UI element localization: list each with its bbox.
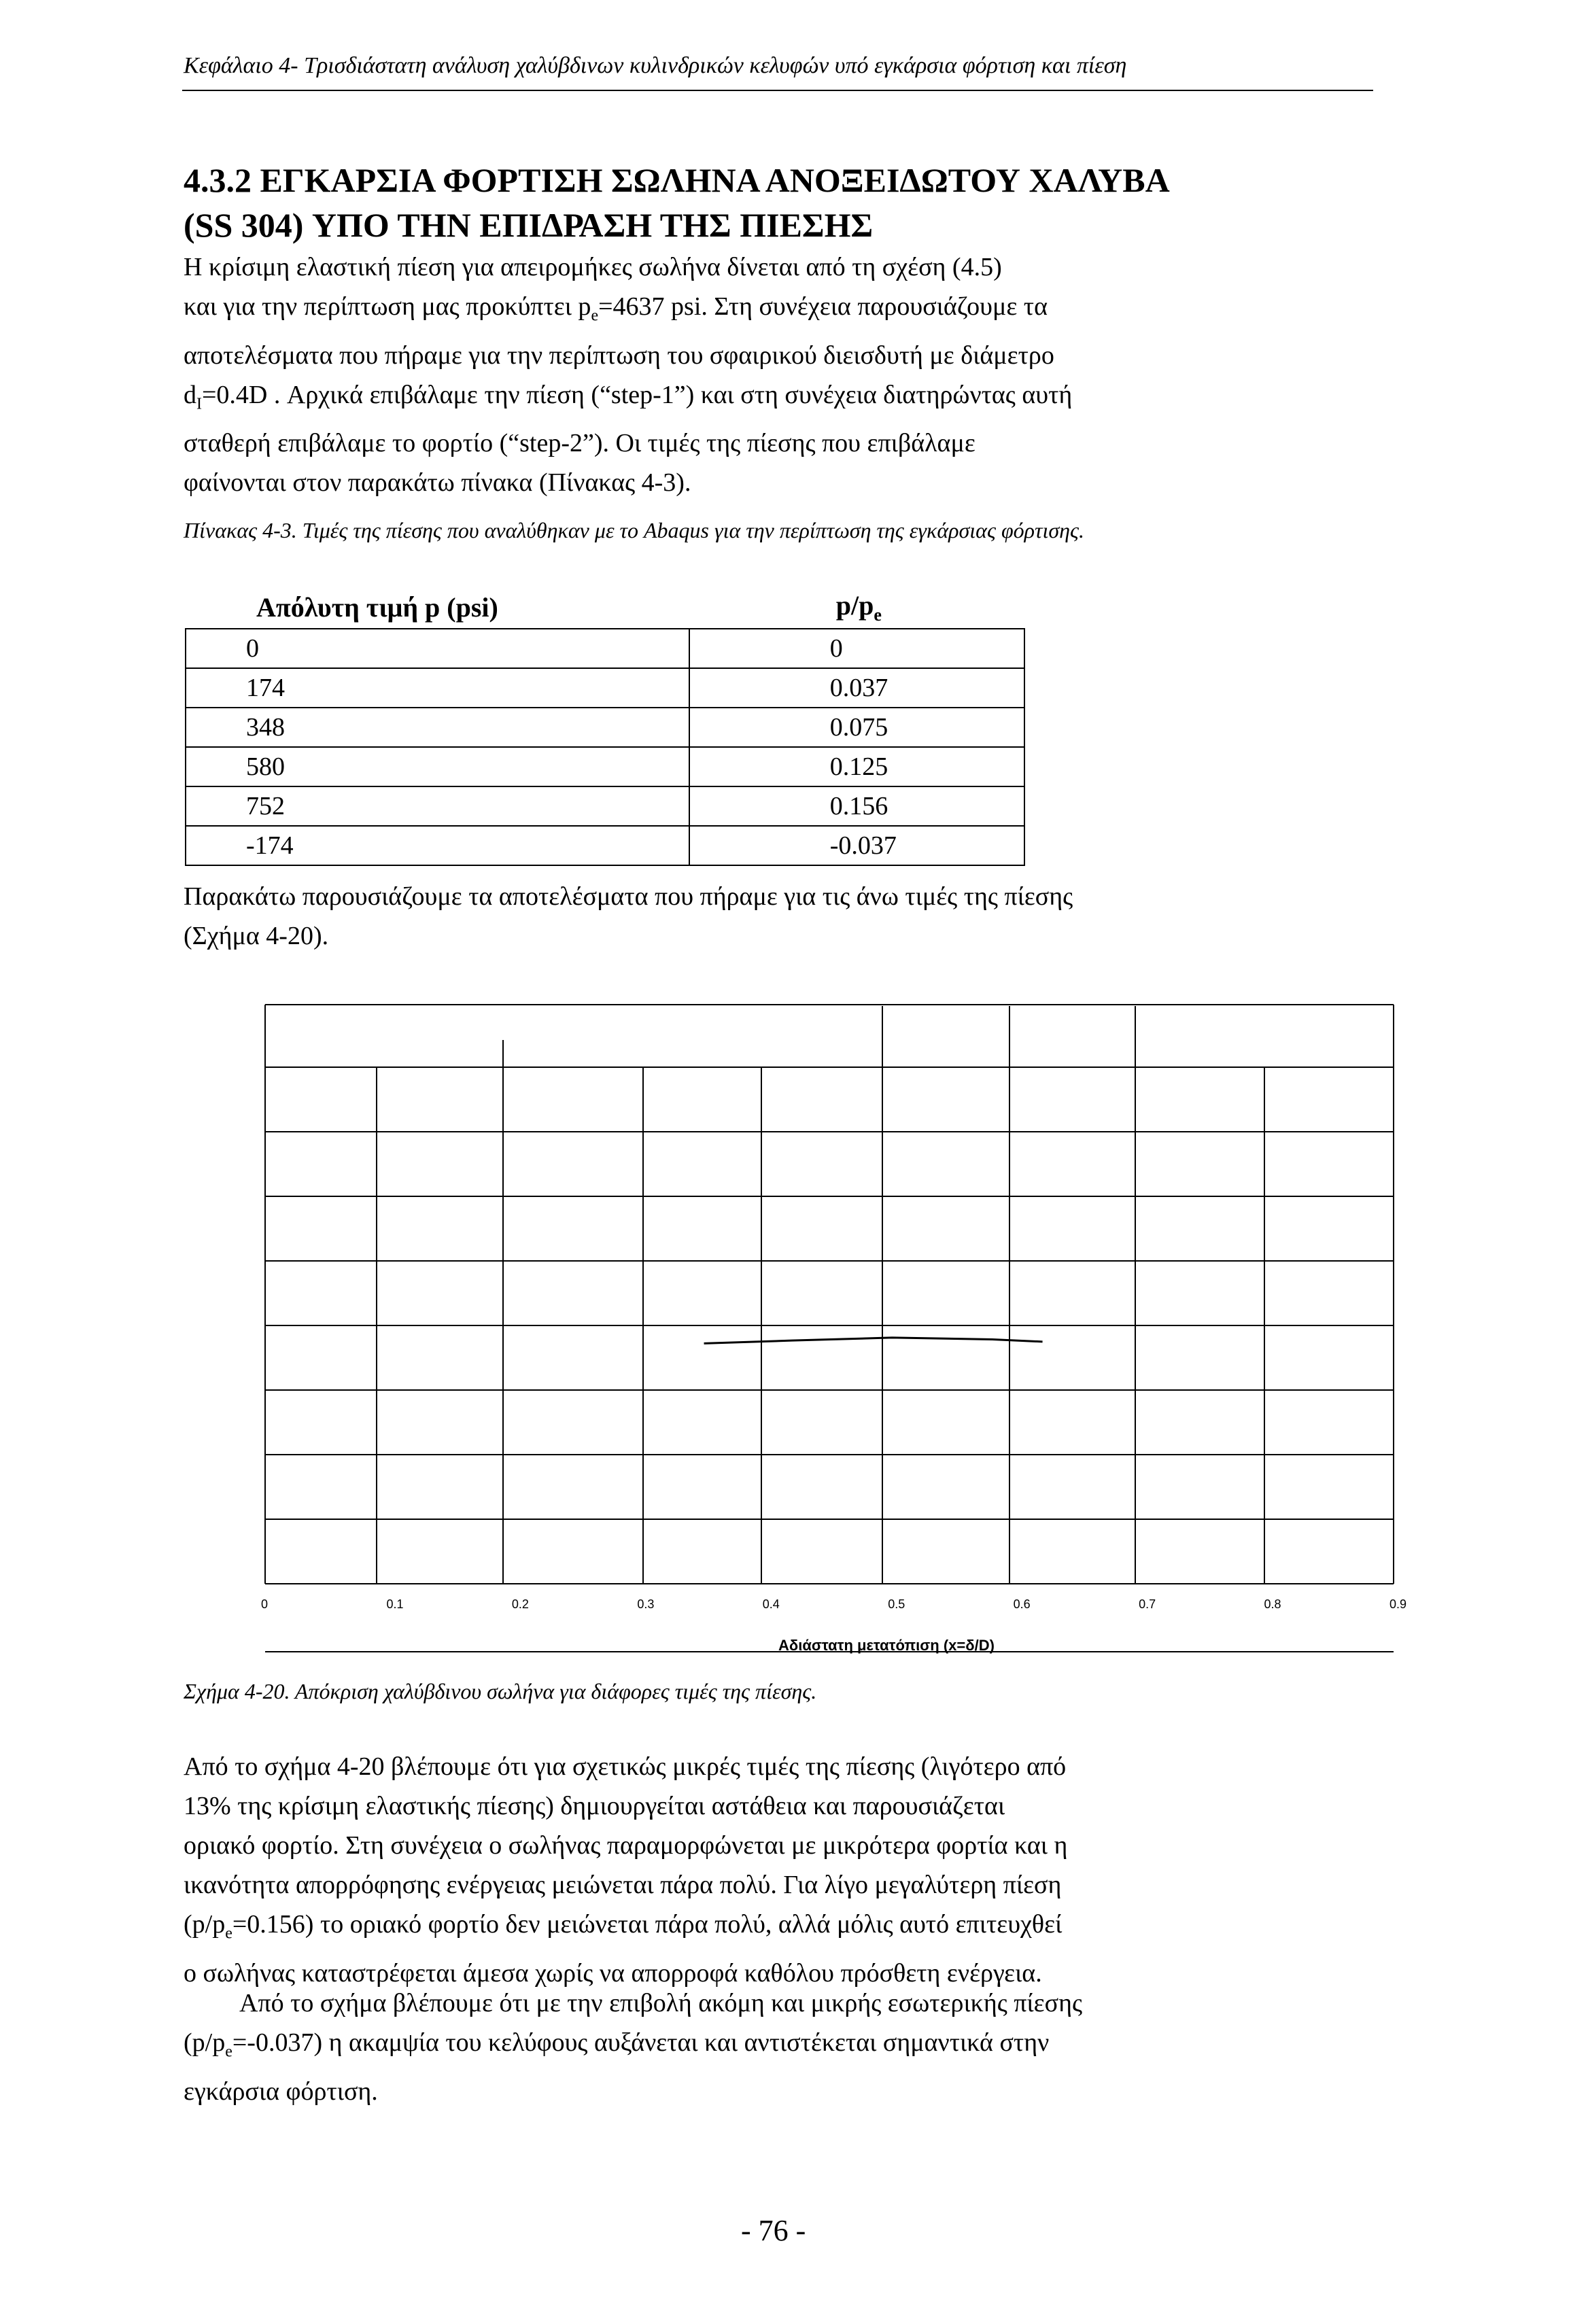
table-row xyxy=(186,826,1024,865)
table-row xyxy=(186,786,1024,826)
x-tick-label: 0.8 xyxy=(1264,1597,1281,1611)
figure-intro-paragraph xyxy=(184,877,1372,956)
cell-pressure-ratio: 0.156 xyxy=(689,786,1024,826)
x-tick-label: 0.6 xyxy=(1013,1597,1031,1611)
discussion-line-1: Από το σχήμα 4-20 βλέπουμε ότι για σχετικώς μικρές τιμές της πίεσης (λιγότερο από xyxy=(184,1752,1067,1781)
x-tick-label: 0 xyxy=(261,1597,269,1611)
discussion-line-6: ο σωλήνας καταστρέφεται άμεσα χωρίς να απορροφά καθόλου πρόσθετη ενέργεια. xyxy=(184,1958,1042,1988)
page-number: - 76 - xyxy=(741,2214,806,2247)
intro-line-2: και για την περίπτωση μας προκύπτει $p_e=4637$ psi. Στη συνέχεια παρουσιάζουμε τα xyxy=(184,292,1048,325)
intro-paragraph xyxy=(184,247,1372,502)
x-tick-label: 0.9 xyxy=(1389,1597,1407,1611)
discussion-line-2: 13% της κρίσιμη ελαστικής πίεσης) δημιουργείται αστάθεια και παρουσιάζεται xyxy=(184,1792,1005,1820)
intro-line-4: $d_I=0.4D$ . Αρχικά επιβάλαμε την πίεση (“step-1”) και στη συνέχεια διατηρώντας αυτή xyxy=(184,380,1073,413)
discussion-paragraph-1 xyxy=(184,1747,1372,1993)
cell-pressure-ratio: -0.037 xyxy=(689,826,1024,865)
figure-intro-line-1: Παρακάτω παρουσιάζουμε τα αποτελέσματα που πήραμε για τις άνω τιμές της πίεσης xyxy=(184,882,1073,911)
discussion2-line-1: Από το σχήμα βλέπουμε ότι με την επιβολή ακόμη και μικρής εσωτερικής πίεσης xyxy=(239,1989,1083,2017)
table-header-abs-pressure: Απόλυτη τιμή p (psi) xyxy=(256,591,498,623)
x-tick-label: 0.1 xyxy=(386,1597,404,1611)
running-header: Κεφάλαιο 4- Τρισδιάστατη ανάλυση χαλύβδινων κυλινδρικών κελυφών υπό εγκάρσια φόρτιση και πίεση xyxy=(184,53,1127,78)
table-caption: Πίνακας 4-3. Τιμές της πίεσης που αναλύθηκαν με το Abaqus για την περίπτωση της εγκάρσιας φόρτισης. xyxy=(184,518,1084,542)
cell-abs-pressure: -174 xyxy=(186,826,689,865)
table-row xyxy=(186,629,1024,668)
x-tick-label: 0.2 xyxy=(511,1597,529,1611)
figure-intro-line-2: (Σχήμα 4-20). xyxy=(184,922,329,950)
section-title-line-1: 4.3.2 ΕΓΚΑΡΣΙΑ ΦΟΡΤΙΣΗ ΣΩΛΗΝΑ ΑΝΟΞΕΙΔΩΤΟΥ ΧΑΛΥΒΑ xyxy=(184,161,1170,199)
cell-pressure-ratio: 0.037 xyxy=(689,668,1024,708)
table-header-ratio: $p/p_e$ xyxy=(835,589,882,625)
discussion-line-3: οριακό φορτίο. Στη συνέχεια ο σωλήνας παραμορφώνεται με μικρότερα φορτία και η xyxy=(184,1831,1068,1860)
table-row xyxy=(186,668,1024,708)
cell-pressure-ratio: 0.125 xyxy=(689,747,1024,786)
intro-line-1: Η κρίσιμη ελαστική πίεση για απειρομήκες σωλήνα δίνεται από τη σχέση (4.5) xyxy=(184,253,1002,281)
cell-abs-pressure: 580 xyxy=(186,747,689,786)
discussion-paragraph-2 xyxy=(184,1983,1372,2111)
intro-line-6: φαίνονται στον παρακάτω πίνακα (Πίνακας 4-3). xyxy=(184,468,691,498)
x-tick-label: 0.4 xyxy=(762,1597,780,1611)
series-line xyxy=(704,1338,1043,1344)
response-chart xyxy=(258,992,1414,1659)
table-row xyxy=(186,708,1024,747)
x-tick-label: 0.7 xyxy=(1139,1597,1156,1611)
cell-abs-pressure: 174 xyxy=(186,668,689,708)
pressure-table xyxy=(185,586,1025,866)
x-tick-label: 0.3 xyxy=(637,1597,655,1611)
x-axis-ticks xyxy=(261,1597,1406,1611)
discussion-line-5: $(p/p_e=0.156)$ το οριακό φορτίο δεν μειώνεται πάρα πολύ, αλλά μόλις αυτό επιτευχθεί xyxy=(184,1910,1063,1943)
header-rule xyxy=(182,90,1373,91)
x-axis-label: Αδιάστατη μετατόπιση (x=δ/D) xyxy=(778,1637,995,1654)
discussion-line-4: ικανότητα απορρόφησης ενέργειας μειώνεται πάρα πολύ. Για λίγο μεγαλύτερη πίεση xyxy=(184,1871,1062,1899)
figure-caption: Σχήμα 4-20. Απόκριση χαλύβδινου σωλήνα για διάφορες τιμές της πίεσης. xyxy=(184,1679,817,1703)
cell-pressure-ratio: 0.075 xyxy=(689,708,1024,747)
table-row xyxy=(186,747,1024,786)
section-title xyxy=(184,158,1170,247)
intro-line-3: αποτελέσματα που πήραμε για την περίπτωση του σφαιρικού διεισδυτή με διάμετρο xyxy=(184,341,1054,370)
cell-abs-pressure: 752 xyxy=(186,786,689,826)
cell-abs-pressure: 0 xyxy=(186,629,689,668)
cell-pressure-ratio: 0 xyxy=(689,629,1024,668)
discussion2-line-3: εγκάρσια φόρτιση. xyxy=(184,2077,378,2106)
discussion2-line-2: $(p/p_e=-0.037)$ η ακαμψία του κελύφους αυξάνεται και αντιστέκεται σημαντικά στην xyxy=(184,2028,1050,2061)
cell-abs-pressure: 348 xyxy=(186,708,689,747)
intro-line-5: σταθερή επιβάλαμε το φορτίο (“step-2”). Οι τιμές της πίεσης που επιβάλαμε xyxy=(184,429,976,458)
chart-grid xyxy=(265,1005,1394,1652)
x-tick-label: 0.5 xyxy=(888,1597,905,1611)
section-title-line-2: (SS 304) ΥΠΟ ΤΗΝ ΕΠΙΔΡΑΣΗ ΤΗΣ ΠΙΕΣΗΣ xyxy=(184,206,874,244)
